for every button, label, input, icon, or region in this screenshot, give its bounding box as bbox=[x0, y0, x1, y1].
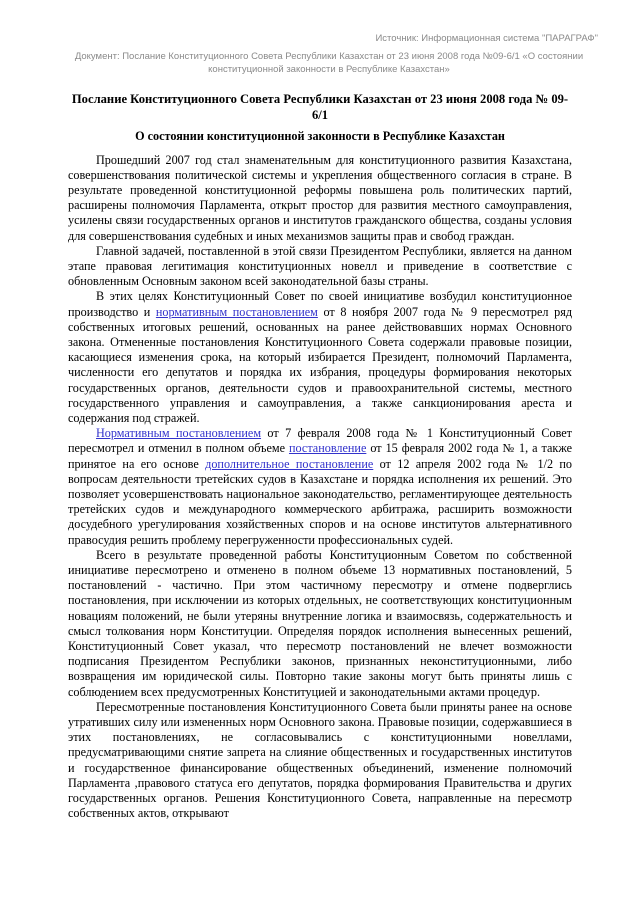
paragraph-6: Пересмотренные постановления Конституционного Совета были приняты ранее на основе утративших силу или измененных норм Основного закона. Правовые позиции, содержавшиеся в этих постановлениях, не согласовывались с конституционными новеллами, предусматривающими снятие запрета на слияние общественных и государственных институтов и государственное финансирование общественных объединений, изменение полномочий Парламента ,правового статуса его депутатов, порядка формирования Правительства и других государственных органов. Решения Конституционного Совета, направленные на пересмотр собственных актов, открывают bbox=[68, 699, 572, 821]
paragraph-2: Главной задачей, поставленной в этой связи Президентом Республики, является на данном этапе правовая легитимация конституционных новелл и приведение в соответствие с обновленным Основным законом всей законодательной базы страны. bbox=[68, 243, 572, 289]
page-title: Послание Конституционного Совета Республики Казахстан от 23 июня 2008 года № 09-6/1 bbox=[71, 91, 569, 122]
link-normativnym-postanovleniem-2[interactable]: Нормативным постановлением bbox=[96, 426, 262, 441]
paragraph-1: Прошедший 2007 год стал знаменательным для конституционного развития Казахстана, совершенствования политической системы и укрепления общественного согласия в стране. В результате проведенной конституционной реформы повышена роль политических партий, расширены полномочия Парламента, открыт простор для развития местного самоуправления, усилены связи государственных органов и институтов гражданского общества, созданы условия для совершенствования судебных и иных механизмов защиты прав и свобод граждан. bbox=[68, 152, 572, 243]
link-postanovlenie[interactable]: постановление bbox=[288, 441, 367, 456]
document-body bbox=[0, 153, 640, 822]
paragraph-5: Всего в результате проведенной работы Конституционным Советом по собственной инициативе пересмотрено и отменено в полном объеме 13 нормативных постановлений, 5 постановлений - частично. При этом частичному пересмотру и отмене подверглись постановления, при исключении из которых отдельных, не соответствующих конституционным новациям положений, не были утеряны внутренние логика и взаимосвязь, содержательность и смысл толкования норм Конституции. Определяя порядок исполнения вынесенных решений, Конституционный Совет указал, что пересмотр постановлений не влечет возможности подписания Президентом Республики законов, признанных неконституционными, либо возвращения им юридической силы. Повторно такие законы могут быть приняты лишь с соблюдением всех предусмотренных Конституцией и законодательными актами процедур. bbox=[68, 547, 572, 699]
link-normativnym-postanovleniem[interactable]: нормативным постановлением bbox=[155, 304, 318, 319]
paragraph-4-text-1: от 7 февраля 2008 года № 1 Конституционный Совет пересмотрел и отменил в полном объеме bbox=[68, 426, 572, 456]
paragraph-4-text-3: от 12 апреля 2002 года № 1/2 по вопросам деятельности третейских судов в Казахстане и порядка исполнения их решений. Это позволяет усовершенствовать национальное законодательство, регламентирующее деятельность третейских судов и международного коммерческого арбитража, расширить возможности досудебного урегулирования хозяйственных споров и на основе институтов альтернативного правосудия решить проблему перегруженности профессиональных судей. bbox=[68, 456, 573, 547]
paragraph-3-text-before: В этих целях Конституционный Совет по своей инициативе возбудил конституционное производство и bbox=[68, 289, 572, 319]
page-subtitle: О состоянии конституционной законности в Республике Казахстан bbox=[135, 128, 505, 143]
document-reference-line: Документ: Послание Конституционного Совета Республики Казахстан от 23 июня 2008 года №09-6/1 «О состоянии конституционной законности в Республике Казахстан» bbox=[74, 50, 584, 75]
paragraph-4-text-2: от 15 февраля 2002 года № 1, а также принятое на его основе bbox=[68, 441, 572, 471]
paragraph-3 bbox=[68, 289, 572, 426]
link-dopolnitelnoe-postanovlenie[interactable]: дополнительное постановление bbox=[205, 456, 374, 471]
paragraph-3-text-after: от 8 ноября 2007 года № 9 пересмотрел ряд собственных итоговых решений, основанных на ранее действовавших нормах Основного закона. Отмененные постановления Конституционного Совета содержали правовые позиции, касающиеся изменения срока, на который избирается Президент, полномочий Парламента, численности его депутатов и порядка их избрания, процедуры формирования некоторых государственных органов, деятельности судов и правоохранительной системы, местного государственного управления и самоуправления, а также санкционирования ареста и содержания под стражей. bbox=[68, 304, 573, 425]
paragraph-4 bbox=[68, 426, 572, 548]
document-meta-header bbox=[0, 0, 640, 77]
source-line: Источник: Информационная система "ПАРАГРАФ" bbox=[375, 33, 598, 44]
